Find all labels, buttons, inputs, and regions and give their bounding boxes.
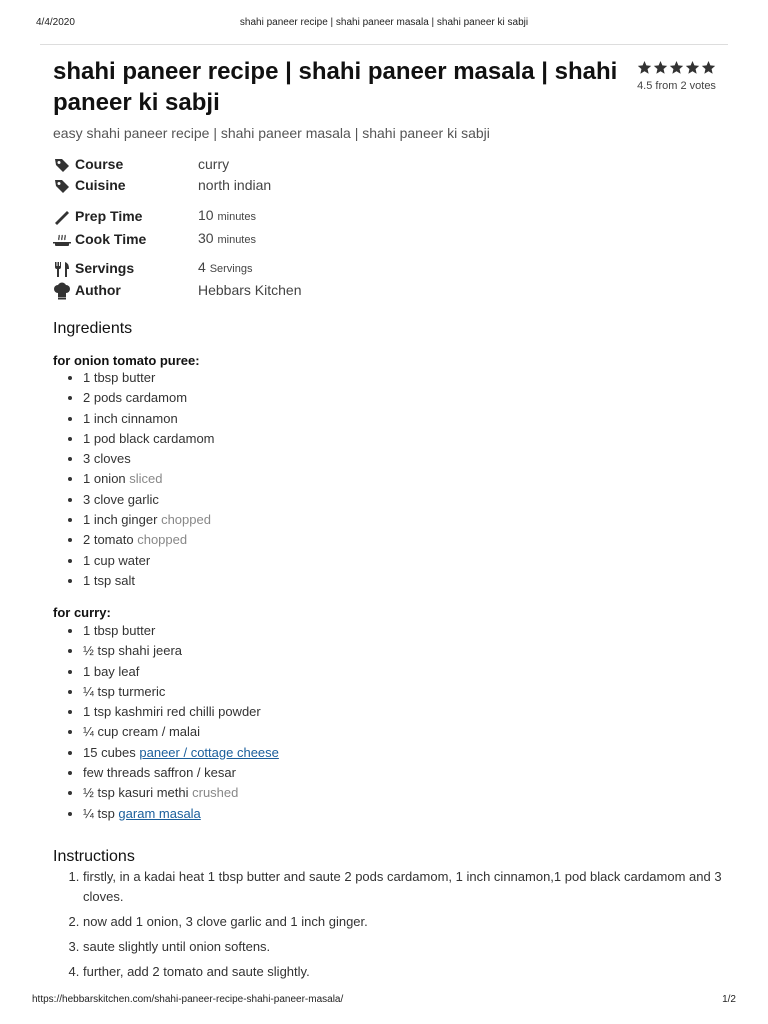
tag-icon — [53, 177, 71, 195]
ingredient-item — [83, 743, 279, 763]
print-page-number: 1/2 — [722, 994, 736, 1005]
print-date: 4/4/2020 — [36, 17, 75, 28]
prep-time-number: 10 — [198, 207, 214, 223]
ingredient-item — [83, 662, 279, 682]
ingredient-text: ¼ tsp turmeric — [83, 683, 166, 699]
instruction-step: 2. now add 1 onion, 3 clove garlic and 1 inch ginger. — [83, 912, 743, 932]
servings-value — [198, 257, 252, 280]
ingredient-item — [83, 510, 215, 530]
ingredients-heading: Ingredients — [53, 320, 133, 337]
ingredient-item — [83, 409, 215, 429]
ingredient-item — [83, 551, 215, 571]
star-icon[interactable] — [669, 60, 684, 75]
author-value: Hebbars Kitchen — [198, 282, 302, 298]
chef-hat-icon — [53, 282, 71, 300]
ingredient-item — [83, 783, 279, 803]
recipe-summary: easy shahi paneer recipe | shahi paneer masala | shahi paneer ki sabji — [53, 125, 490, 141]
ingredient-list-curry — [66, 621, 279, 824]
instruction-step: 1. firstly, in a kadai heat 1 tbsp butter and saute 2 pods cardamom, 1 inch cinnamon,1 pod black cardamom and 3 cloves. — [83, 867, 743, 907]
instruction-step: 3. saute slightly until onion softens. — [83, 937, 743, 957]
ingredient-text: 2 pods cardamom — [83, 390, 188, 406]
ingredient-text: ¼ cup cream / malai — [83, 724, 201, 740]
ingredient-item — [83, 571, 215, 591]
rating-stars[interactable] — [637, 60, 716, 75]
recipe-title: shahi paneer recipe | shahi paneer masala | shahi paneer ki sabji — [53, 58, 618, 116]
instructions-heading: Instructions — [53, 848, 135, 865]
meta-group-course — [53, 154, 453, 196]
tag-icon — [53, 156, 71, 174]
cook-time-label: Cook Time — [75, 231, 147, 247]
ingredient-text: 2 tomato — [83, 532, 134, 548]
knife-icon — [53, 208, 71, 226]
star-icon[interactable] — [685, 60, 700, 75]
course-value: curry — [198, 156, 230, 172]
cuisine-value: north indian — [198, 177, 272, 193]
ingredient-item — [83, 530, 215, 550]
prep-time-unit: minutes — [217, 211, 256, 223]
ingredient-item — [83, 469, 215, 489]
ingredient-group-title: for onion tomato puree: — [53, 353, 200, 368]
course-label: Course — [75, 156, 124, 172]
rating-votes: 4.5 from 2 votes — [637, 80, 716, 92]
meta-cuisine — [53, 175, 453, 196]
ingredient-link[interactable]: paneer / cottage cheese — [139, 744, 279, 760]
ingredient-text: ½ tsp kasuri methi — [83, 785, 189, 801]
ingredient-group-title: for curry: — [53, 605, 111, 620]
meta-author — [53, 280, 453, 301]
ingredient-text: 1 tbsp butter — [83, 623, 156, 638]
star-icon[interactable] — [701, 60, 716, 75]
ingredient-note: chopped — [161, 512, 211, 528]
ingredient-text: 3 clove garlic — [83, 491, 159, 507]
cuisine-label: Cuisine — [75, 177, 126, 193]
ingredient-text: 1 tsp kashmiri red chilli powder — [83, 704, 261, 720]
ingredient-item — [83, 682, 279, 702]
ingredient-text: ¼ tsp — [83, 805, 115, 821]
servings-number: 4 — [198, 259, 206, 275]
ingredient-item — [83, 368, 215, 388]
recipe-rating[interactable] — [637, 60, 716, 92]
ingredient-item — [83, 763, 279, 783]
ingredient-text: 1 inch cinnamon — [83, 410, 178, 426]
header-divider — [40, 44, 728, 45]
ingredient-text: 1 tbsp butter — [83, 370, 156, 385]
ingredient-item — [83, 702, 279, 722]
ingredient-item — [83, 490, 215, 510]
meta-cook-time — [53, 228, 453, 251]
servings-unit: Servings — [209, 263, 253, 275]
ingredient-text: ½ tsp shahi jeera — [83, 643, 183, 659]
cutlery-icon — [53, 260, 71, 278]
cook-time-value — [198, 228, 256, 251]
ingredient-note: sliced — [129, 471, 163, 487]
ingredient-item — [83, 388, 215, 408]
ingredient-text: 1 pod black cardamom — [83, 430, 215, 446]
meta-course — [53, 154, 453, 175]
ingredient-item — [83, 804, 279, 824]
ingredient-text: 3 cloves — [83, 451, 131, 467]
ingredient-text: 1 bay leaf — [83, 663, 140, 679]
ingredient-item — [83, 429, 215, 449]
meta-group-servings — [53, 257, 453, 301]
ingredient-item — [83, 722, 279, 742]
meta-group-time — [53, 205, 453, 251]
ingredient-link[interactable]: garam masala — [118, 805, 201, 821]
ingredient-item — [83, 449, 215, 469]
prep-time-value — [198, 205, 256, 228]
cooking-pot-icon — [53, 231, 71, 249]
meta-prep-time — [53, 205, 453, 228]
ingredient-item — [83, 641, 279, 661]
ingredient-note: chopped — [137, 532, 188, 548]
cook-time-unit: minutes — [217, 234, 256, 246]
print-page-title: shahi paneer recipe | shahi paneer masala | shahi paneer ki sabji — [239, 17, 529, 28]
ingredient-text: few threads saffron / kesar — [83, 765, 236, 781]
ingredient-text: 1 tsp salt — [83, 572, 136, 588]
prep-time-label: Prep Time — [75, 208, 143, 224]
star-icon[interactable] — [653, 60, 668, 75]
ingredient-text: 1 cup water — [83, 552, 151, 568]
cook-time-number: 30 — [198, 230, 214, 246]
instruction-list — [65, 867, 743, 987]
print-url[interactable]: https://hebbarskitchen.com/shahi-paneer-recipe-shahi-paneer-masala/ — [32, 994, 344, 1005]
author-label: Author — [75, 282, 121, 298]
ingredient-list-puree — [66, 368, 215, 591]
ingredient-text: 1 inch ginger — [83, 512, 158, 528]
ingredient-text: 15 cubes — [83, 744, 136, 760]
star-icon[interactable] — [637, 60, 652, 75]
servings-label: Servings — [75, 260, 135, 276]
ingredient-text: 1 onion — [83, 471, 126, 487]
ingredient-note: crushed — [192, 785, 239, 801]
instruction-step: 4. further, add 2 tomato and saute slightly. — [83, 962, 743, 982]
ingredient-item — [83, 621, 279, 641]
meta-servings — [53, 257, 453, 280]
